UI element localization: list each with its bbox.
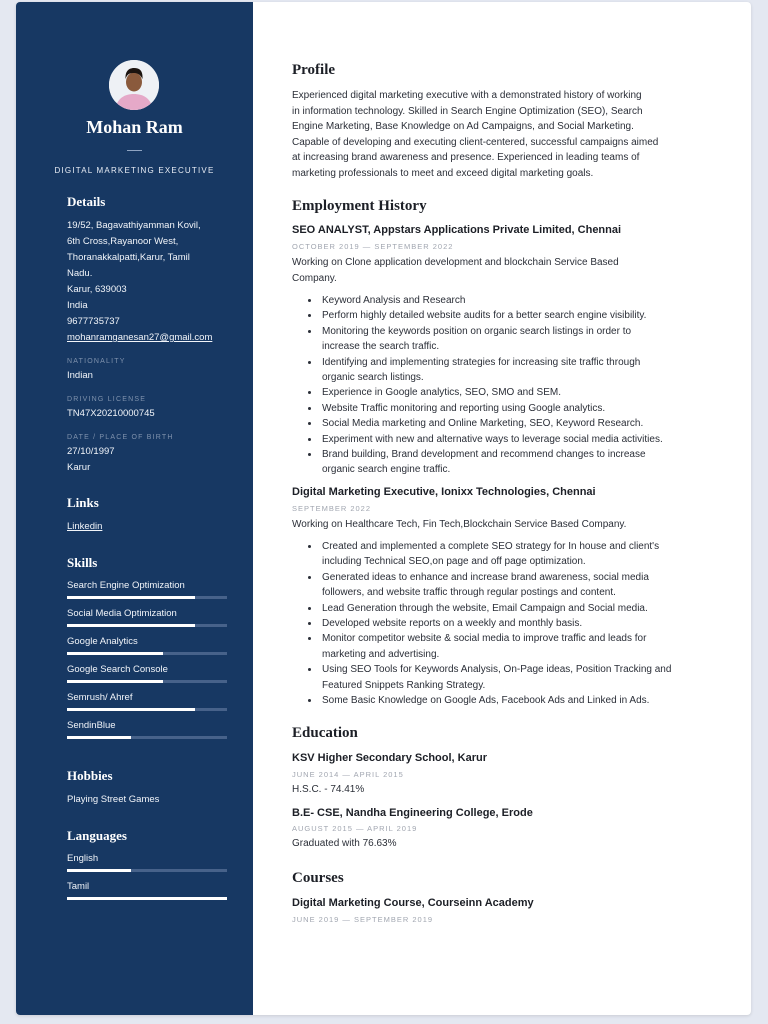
skill-level-bar <box>67 680 227 683</box>
profile-line: in information technology. Skilled in Search Engine Optimization (SEO), Search <box>292 105 643 117</box>
skill-name: SendinBlue <box>67 720 116 731</box>
nationality-label: NATIONALITY <box>67 358 126 365</box>
profile-line: Capable of developing and executing client-centered, successful campaigns aimed <box>292 136 659 148</box>
skill-level-fill <box>67 680 163 683</box>
bullet-item <box>320 601 745 616</box>
course-title-1: Digital Marketing Course, Courseinn Academy <box>292 897 534 909</box>
job-title-2: Digital Marketing Executive, Ionixx Technologies, Chennai <box>292 486 596 498</box>
phone: 9677735737 <box>67 316 120 327</box>
skill-name: Tamil <box>67 881 90 892</box>
skills-list <box>67 579 227 739</box>
bullet-line: • Perform highly detailed website audits for a better search engine visibility. <box>322 310 647 322</box>
bullet-line: organic search listings. <box>322 372 424 384</box>
skill-level-fill <box>67 869 131 872</box>
sidebar <box>16 2 253 1015</box>
profile-line: Engine Marketing, Base Knowledge on Ad Campaigns, and Social Marketing. <box>292 121 634 132</box>
skill-name: Google Analytics <box>67 636 138 647</box>
bullet-item <box>320 539 745 570</box>
skill-level-bar <box>67 652 227 655</box>
education-heading: Education <box>292 725 358 741</box>
bullet-item <box>320 662 745 693</box>
bullet-item <box>320 432 745 447</box>
job-dates-2: SEPTEMBER 2022 <box>292 504 372 513</box>
bullet-line: • Created and implemented a complete SEO strategy for In house and client's <box>322 541 660 552</box>
job-dates-1: OCTOBER 2019 — SEPTEMBER 2022 <box>292 242 454 251</box>
skill-level-fill <box>67 897 227 900</box>
bullet-item <box>320 324 745 355</box>
skill-level-bar <box>67 596 227 599</box>
hobby-item: Playing Street Games <box>67 794 160 805</box>
profile-line: at increasing brand awareness and presence. Experienced in leading teams of <box>292 152 640 163</box>
profile-line: Experienced digital marketing executive with a demonstrated history of working <box>292 90 642 101</box>
hobbies-heading: Hobbies <box>67 768 113 783</box>
bullet-item <box>320 355 745 386</box>
skill-item <box>67 852 227 872</box>
skill-level-fill <box>67 596 195 599</box>
bullet-line: • Brand building, Brand development and recommend changes to increase <box>322 449 646 461</box>
skill-name: Search Engine Optimization <box>67 580 185 591</box>
bullet-line: • Generated ideas to enhance and increase brand awareness, social media <box>322 571 649 583</box>
job-summary-1 <box>292 255 712 286</box>
bullet-line: • Lead Generation through the website, Email Campaign and Social media. <box>322 602 648 614</box>
links-heading: Links <box>67 495 99 510</box>
linkedin-link[interactable]: Linkedin <box>67 521 103 532</box>
education-title-2: B.E- CSE, Nandha Engineering College, Erode <box>292 807 533 819</box>
skill-name: Semrush/ Ahref <box>67 692 133 703</box>
bullet-line: • Developed website reports on a weekly and monthly basis. <box>322 618 583 630</box>
skill-item <box>67 880 227 900</box>
address-line: Thoranakkalpatti,Karur, Tamil <box>67 252 190 263</box>
languages-list <box>67 852 227 900</box>
bullet-line: increase the search traffic. <box>322 341 440 353</box>
nationality-value: Indian <box>67 370 93 381</box>
skill-level-fill <box>67 624 195 627</box>
email-link[interactable]: mohanramganesan27@gmail.com <box>67 332 213 343</box>
job-bullets-2 <box>292 539 745 708</box>
profile-text <box>292 88 712 181</box>
address-line: Karur, 639003 <box>67 284 127 295</box>
candidate-name: Mohan Ram <box>86 117 183 137</box>
education-dates-2: AUGUST 2015 — APRIL 2019 <box>292 824 418 833</box>
birth-place: Karur <box>67 462 91 473</box>
bullet-line: • Monitor competitor website & social media to improve traffic and leads for <box>322 633 647 645</box>
skill-level-fill <box>67 708 195 711</box>
bullet-line: • Experience in Google analytics, SEO, SMO and SEM. <box>322 387 561 399</box>
summary-line: Working on Healthcare Tech, Fin Tech,Blockchain Service Based Company. <box>292 519 627 530</box>
links-section <box>67 495 227 535</box>
bullet-line: • Using SEO Tools for Keywords Analysis, On-Page ideas, Position Tracking and <box>322 664 672 676</box>
bullet-item <box>320 616 745 631</box>
course-dates-1: JUNE 2019 — SEPTEMBER 2019 <box>292 915 434 924</box>
address-line: 19/52, Bagavathiyamman Kovil, <box>67 220 201 231</box>
address-line: Nadu. <box>67 268 93 279</box>
skill-level-bar <box>67 624 227 627</box>
skills-section <box>67 555 227 747</box>
hobbies-section <box>67 768 227 808</box>
job-bullets-1 <box>292 293 745 478</box>
bullet-item <box>320 385 745 400</box>
skill-level-bar <box>67 869 227 872</box>
bullet-line: • Keyword Analysis and Research <box>322 295 466 306</box>
bullet-item <box>320 570 745 601</box>
bullet-item <box>320 293 745 308</box>
summary-line: Working on Clone application development and blockchain Service Based <box>292 257 619 268</box>
job-title-1: SEO ANALYST, Appstars Applications Private Limited, Chennai <box>292 224 622 236</box>
skill-name: Google Search Console <box>67 664 168 675</box>
bullet-item <box>320 631 745 662</box>
skill-item <box>67 663 227 683</box>
bullet-item <box>320 693 745 708</box>
job-summary-2 <box>292 517 712 533</box>
skill-item <box>67 691 227 711</box>
bullet-line: • Some Basic Knowledge on Google Ads, Facebook Ads and Linked in Ads. <box>322 695 650 707</box>
bullet-line: marketing and advertising. <box>322 648 440 660</box>
bullet-item <box>320 308 745 323</box>
bullet-line: • Identifying and implementing strategies for increasing site traffic through <box>322 356 641 368</box>
education-dates-1: JUNE 2014 — APRIL 2015 <box>292 770 404 779</box>
license-value: TN47X20210000745 <box>67 408 155 419</box>
license-label: DRIVING LICENSE <box>67 396 147 403</box>
person-photo-icon <box>109 60 159 110</box>
address-line: India <box>67 300 88 311</box>
bullet-line: • Monitoring the keywords position on organic search listings in order to <box>322 325 632 337</box>
bullet-line: • Social Media marketing and Online Marketing, SEO, Keyword Research. <box>322 418 644 430</box>
details-section <box>67 194 227 476</box>
employment-heading: Employment History <box>292 198 427 214</box>
skill-item <box>67 719 227 739</box>
skill-level-fill <box>67 736 131 739</box>
profile-heading: Profile <box>292 62 336 78</box>
languages-heading: Languages <box>67 828 127 843</box>
avatar <box>109 60 159 110</box>
education-detail-2: Graduated with 76.63% <box>292 838 397 849</box>
skill-level-bar <box>67 736 227 739</box>
skill-item <box>67 579 227 599</box>
address-line: 6th Cross,Rayanoor West, <box>67 236 179 247</box>
skill-level-bar <box>67 708 227 711</box>
skill-item <box>67 635 227 655</box>
profile-line: marketing professionals to meet and exceed digital marketing goals. <box>292 167 594 179</box>
bullet-line: • Website Traffic monitoring and reporting using Google analytics. <box>322 402 606 414</box>
birth-date: 27/10/1997 <box>67 446 115 457</box>
bullet-line: • Experiment with new and alternative ways to leverage social media activities. <box>322 433 663 445</box>
education-detail-1: H.S.C. - 74.41% <box>292 784 365 795</box>
bullet-line: organic search engine traffic. <box>322 464 451 476</box>
languages-section <box>67 828 227 908</box>
birth-label: DATE / PLACE OF BIRTH <box>67 434 174 441</box>
bullet-line: Featured Snippets Ranking Strategy. <box>322 679 486 691</box>
bullet-item <box>320 416 745 431</box>
bullet-item <box>320 447 745 478</box>
details-heading: Details <box>67 194 106 209</box>
summary-line: Company. <box>292 272 337 284</box>
skill-level-bar <box>67 897 227 900</box>
name-divider <box>127 150 142 151</box>
skills-heading: Skills <box>67 555 98 570</box>
skill-name: English <box>67 853 99 864</box>
bullet-item <box>320 401 745 416</box>
education-title-1: KSV Higher Secondary School, Karur <box>292 752 487 764</box>
skill-item <box>67 607 227 627</box>
skill-name: Social Media Optimization <box>67 608 177 619</box>
courses-heading: Courses <box>292 870 344 886</box>
bullet-line: including Technical SEO,on page and off page optimization. <box>322 556 586 568</box>
resume-page <box>16 2 751 1015</box>
job-title: DIGITAL MARKETING EXECUTIVE <box>54 166 215 175</box>
skill-level-fill <box>67 652 163 655</box>
bullet-line: followers, and website traffic through regular postings and content. <box>322 587 616 599</box>
